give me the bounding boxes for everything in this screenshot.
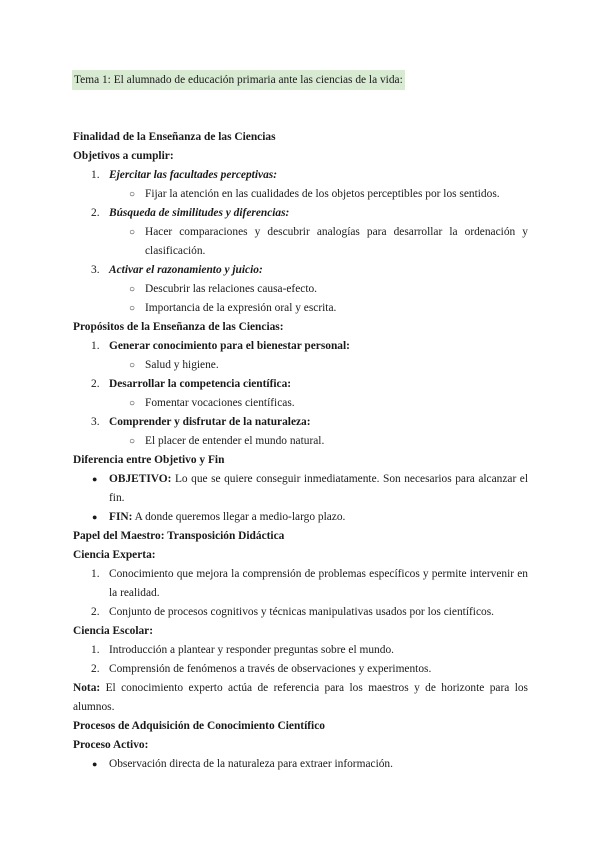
item-label: Desarrollar la competencia científica: xyxy=(109,378,292,390)
circle-bullet-icon: ○ xyxy=(129,303,136,314)
sub-item-text: El placer de entender el mundo natural. xyxy=(145,435,325,447)
section-heading-propositos: Propósitos de la Enseñanza de las Ciencias: xyxy=(73,321,284,333)
item-number: 3. xyxy=(91,416,100,428)
circle-bullet-icon: ○ xyxy=(129,398,136,409)
note-paragraph xyxy=(73,679,528,717)
bullet-item xyxy=(73,755,528,774)
bullet-term: FIN: xyxy=(109,511,133,523)
sub-item-text: Importancia de la expresión oral y escrita. xyxy=(145,302,337,314)
sub-item xyxy=(73,223,528,261)
numbered-item xyxy=(73,375,528,394)
dot-bullet-icon: ● xyxy=(92,512,98,522)
subheading-proceso-activo: Proceso Activo: xyxy=(73,739,149,751)
item-text: Conjunto de procesos cognitivos y técnicas manipulativas usados por los científicos. xyxy=(109,606,494,618)
item-number: 2. xyxy=(91,663,100,675)
item-number: 2. xyxy=(91,378,100,390)
bullet-text: Observación directa de la naturaleza para extraer información. xyxy=(109,758,393,770)
numbered-item xyxy=(73,204,528,223)
bullet-item xyxy=(73,470,528,508)
subheading-objetivos: Objetivos a cumplir: xyxy=(73,150,174,162)
numbered-item xyxy=(73,166,528,185)
item-text: Comprensión de fenómenos a través de observaciones y experimentos. xyxy=(109,663,432,675)
item-number: 1. xyxy=(91,169,100,181)
section-heading-diferencia: Diferencia entre Objetivo y Fin xyxy=(73,454,225,466)
subheading-ciencia-experta: Ciencia Experta: xyxy=(73,549,156,561)
circle-bullet-icon: ○ xyxy=(129,284,136,295)
bullet-text: A donde queremos llegar a medio-largo plazo. xyxy=(132,511,346,523)
sub-item-text: Salud y higiene. xyxy=(145,359,219,371)
numbered-item xyxy=(73,660,528,679)
numbered-item xyxy=(73,413,528,432)
sub-item-text: Hacer comparaciones y descubrir analogías para desarrollar la ordenación y clasificación. xyxy=(145,226,528,257)
sub-item-text: Fijar la atención en las cualidades de los objetos perceptibles por los sentidos. xyxy=(145,188,500,200)
item-label: Generar conocimiento para el bienestar personal: xyxy=(109,340,350,352)
circle-bullet-icon: ○ xyxy=(129,360,136,371)
bullet-text: Lo que se quiere conseguir inmediatamente. Son necesarios para alcanzar el fin. xyxy=(109,473,528,504)
section-heading-finalidad: Finalidad de la Enseñanza de las Ciencias xyxy=(73,131,276,143)
sub-item xyxy=(73,394,528,413)
item-number: 1. xyxy=(91,568,100,580)
section-heading-papel-maestro: Papel del Maestro: Transposición Didáctica xyxy=(73,530,285,542)
numbered-item xyxy=(73,261,528,280)
sub-item xyxy=(73,299,528,318)
item-label: Activar el razonamiento y juicio: xyxy=(109,264,263,276)
item-text: Introducción a plantear y responder preguntas sobre el mundo. xyxy=(109,644,394,656)
item-label: Búsqueda de similitudes y diferencias: xyxy=(109,207,290,219)
circle-bullet-icon: ○ xyxy=(129,436,136,447)
numbered-item xyxy=(73,603,528,622)
bullet-item xyxy=(73,508,528,527)
sub-item xyxy=(73,432,528,451)
sub-item xyxy=(73,280,528,299)
note-label: Nota: xyxy=(73,682,101,694)
item-number: 3. xyxy=(91,264,100,276)
item-number: 2. xyxy=(91,606,100,618)
numbered-item xyxy=(73,565,528,603)
topic-title: Tema 1: El alumnado de educación primaria ante las ciencias de la vida: xyxy=(72,70,405,90)
subheading-ciencia-escolar: Ciencia Escolar: xyxy=(73,625,154,637)
item-label: Comprender y disfrutar de la naturaleza: xyxy=(109,416,311,428)
numbered-item xyxy=(73,641,528,660)
item-number: 1. xyxy=(91,340,100,352)
document-content xyxy=(73,128,528,774)
circle-bullet-icon: ○ xyxy=(129,189,136,200)
numbered-item xyxy=(73,337,528,356)
sub-item-text: Fomentar vocaciones científicas. xyxy=(145,397,295,409)
note-text: El conocimiento experto actúa de referencia para los maestros y de horizonte para los alumnos. xyxy=(73,682,528,713)
sub-item xyxy=(73,356,528,375)
sub-item-text: Descubrir las relaciones causa-efecto. xyxy=(145,283,318,295)
item-text: Conocimiento que mejora la comprensión de problemas específicos y permite intervenir en la realidad. xyxy=(109,568,528,599)
bullet-term: OBJETIVO: xyxy=(109,473,172,485)
sub-item xyxy=(73,185,528,204)
item-label: Ejercitar las facultades perceptivas: xyxy=(109,169,277,181)
circle-bullet-icon: ○ xyxy=(129,227,136,238)
section-heading-procesos: Procesos de Adquisición de Conocimiento Científico xyxy=(73,720,325,732)
dot-bullet-icon: ● xyxy=(92,474,98,484)
item-number: 2. xyxy=(91,207,100,219)
dot-bullet-icon: ● xyxy=(92,759,98,769)
item-number: 1. xyxy=(91,644,100,656)
